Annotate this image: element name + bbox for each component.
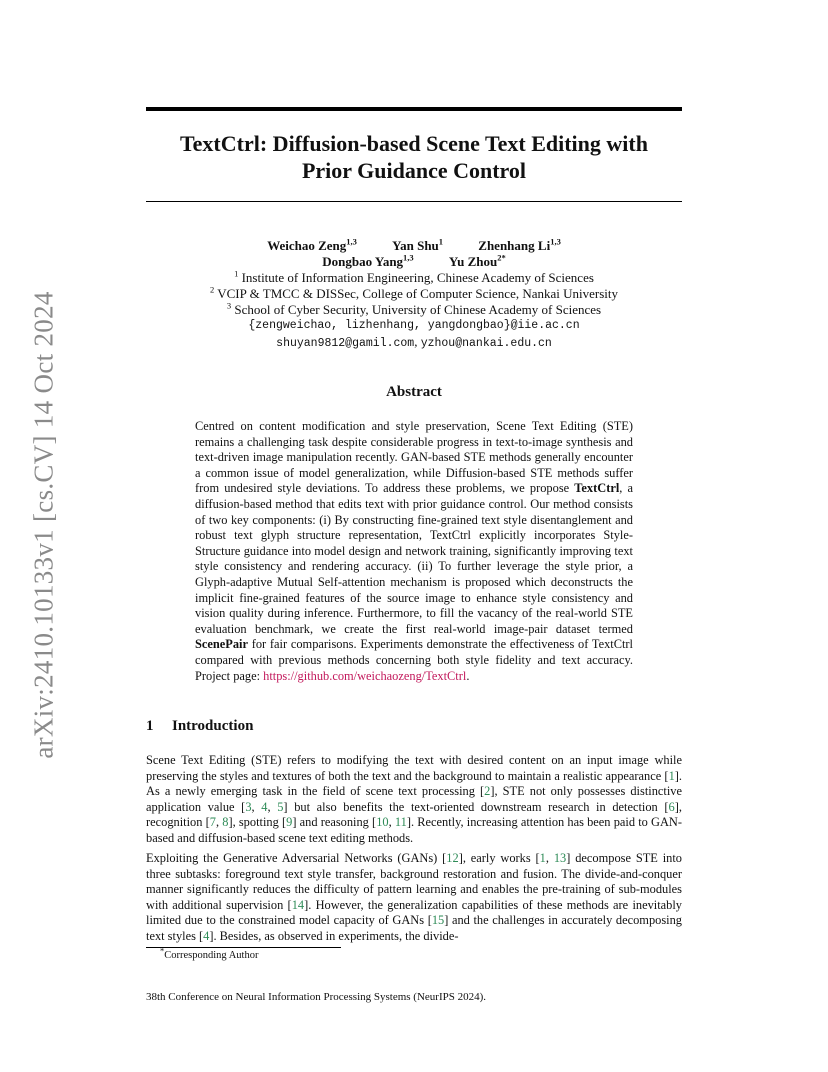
author-name: Weichao Zeng$^{1,3}$: [267, 236, 357, 253]
citation-link[interactable]: 10: [376, 815, 389, 830]
citation-link[interactable]: 4: [261, 799, 268, 814]
title-line: Prior Guidance Control: [301, 158, 527, 183]
email-line: shuyan9812@gamil.com, yzhou@nankai.edu.cn: [276, 334, 552, 350]
author-row: [146, 238, 682, 254]
title-bottom-rule: [146, 201, 682, 202]
citation-link[interactable]: 1: [539, 851, 546, 865]
author-name: Yu Zhou$^{2*}$: [448, 252, 506, 269]
citation-link[interactable]: 14: [291, 897, 305, 912]
citation-link[interactable]: 3: [245, 799, 252, 814]
footnote-rule: [146, 947, 341, 948]
intro-paragraph-2: Exploiting the Generative Adversarial Networks (GANs) [12], early works [1, 13] decompose STE into three subtasks: foreground text style transfer, background restoration and fusion. The divide-and-conquer manner significantly reduces the difficulty of pattern learning and enables the pre-training of sub-modules with additional supervision [14]. However, the generalization capabilities of these methods are inevitably limited due to the constrained model capacity of GANs [15] and the challenges in accurately decomposing text styles [4]. Besides, as observed in experiments, the divide-: [146, 851, 683, 943]
citation-link[interactable]: 1: [668, 768, 675, 783]
section-heading: 1 Introduction: [146, 718, 254, 734]
author-name: Dongbao Yang$^{1,3}$: [322, 252, 414, 269]
paper-title: [146, 130, 682, 184]
citation-link[interactable]: 8: [222, 815, 229, 830]
citation-link[interactable]: 15: [431, 913, 445, 928]
citation-link[interactable]: 6: [668, 799, 675, 814]
citation-link[interactable]: 2: [484, 784, 491, 799]
abstract-heading: Abstract: [386, 384, 442, 400]
intro-paragraph-1: Scene Text Editing (STE) refers to modifying the text with desired content on an input image while preserving the styles and textures of both the text and the background to maintain a realistic appearance [1]. As a newly emerging task in the field of scene text processing [2], STE not only possesses distinctive application value [3, 4, 5] but also benefits the text-oriented downstream research in detection [6], recognition [7, 8], spotting [9] and reasoning [10, 11]. Recently, increasing attention has been paid to GAN-based and diffusion-based scene text editing methods.: [146, 753, 683, 845]
affiliation: $^2$ VCIP & TMCC & DISSec, College of Computer Science, Nankai University: [209, 284, 619, 301]
arxiv-identifier-stamp: [24, 290, 64, 760]
abstract-body: Centred on content modification and style preservation, Scene Text Editing (STE) remains a challenging task despite considerable progress in text-to-image synthesis and text-driven image manipulation recently. GAN-based STE methods generally encounter a common issue of model generalization, while Diffusion-based STE methods suffer from undesired style deviations. To address these problems, we propose TextCtrl, a diffusion-based method that edits text with prior guidance control. Our method consists of two key components: (i) By constructing fine-grained text style disentanglement and robust text glyph structure representation, TextCtrl explicitly incorporates Style-Structure guidance into model design and network training, significantly improving text style consistency and rendering accuracy. (ii) To further leverage the style prior, a Glyph-adaptive Mutual Self-attention mechanism is proposed which deconstructs the implicit fine-grained features of the source image to enhance style consistency and vision quality during inference. Furthermore, to fill the vacancy of the real-world STE evaluation benchmark, we create the first real-world image-pair dataset termed ScenePair for fair comparisons. Experiments demonstrate the effectiveness of TextCtrl compared with previous methods concerning both style fidelity and text accuracy. Project page: https://github.com/weichaozeng/TextCtrl.: [195, 419, 634, 683]
citation-link[interactable]: 7: [209, 815, 216, 830]
citation-link[interactable]: 4: [203, 928, 210, 943]
citation-link[interactable]: 11: [394, 815, 407, 830]
title-top-rule: [146, 107, 682, 111]
conference-footer: 38th Conference on Neural Information Processing Systems (NeurIPS 2024).: [146, 991, 487, 1003]
author-block: [146, 238, 682, 352]
email-line: {zengweichao, lizhenhang, yangdongbao}@iie.ac.cn: [248, 319, 580, 332]
citation-link[interactable]: 13: [553, 851, 567, 865]
author-row: [146, 254, 682, 270]
citation-link[interactable]: 5: [277, 799, 284, 814]
affiliation: $^1$ Institute of Information Engineering, Chinese Academy of Sciences: [234, 268, 594, 285]
project-page-link[interactable]: https://github.com/weichaozeng/TextCtrl: [263, 668, 467, 683]
footnote: *Corresponding Author: [160, 945, 259, 961]
citation-link[interactable]: 12: [446, 851, 459, 865]
title-line: TextCtrl: Diffusion-based Scene Text Editing with: [180, 131, 648, 156]
citation-link[interactable]: 9: [286, 815, 293, 830]
arxiv-identifier-text: arXiv:2410.10133v1 [cs.CV] 14 Oct 2024: [28, 291, 59, 759]
author-name: Zhenhang Li$^{1,3}$: [478, 236, 561, 253]
affiliation: $^3$ School of Cyber Security, University of Chinese Academy of Sciences: [226, 300, 602, 317]
author-name: Yan Shu$^1$: [392, 236, 444, 253]
